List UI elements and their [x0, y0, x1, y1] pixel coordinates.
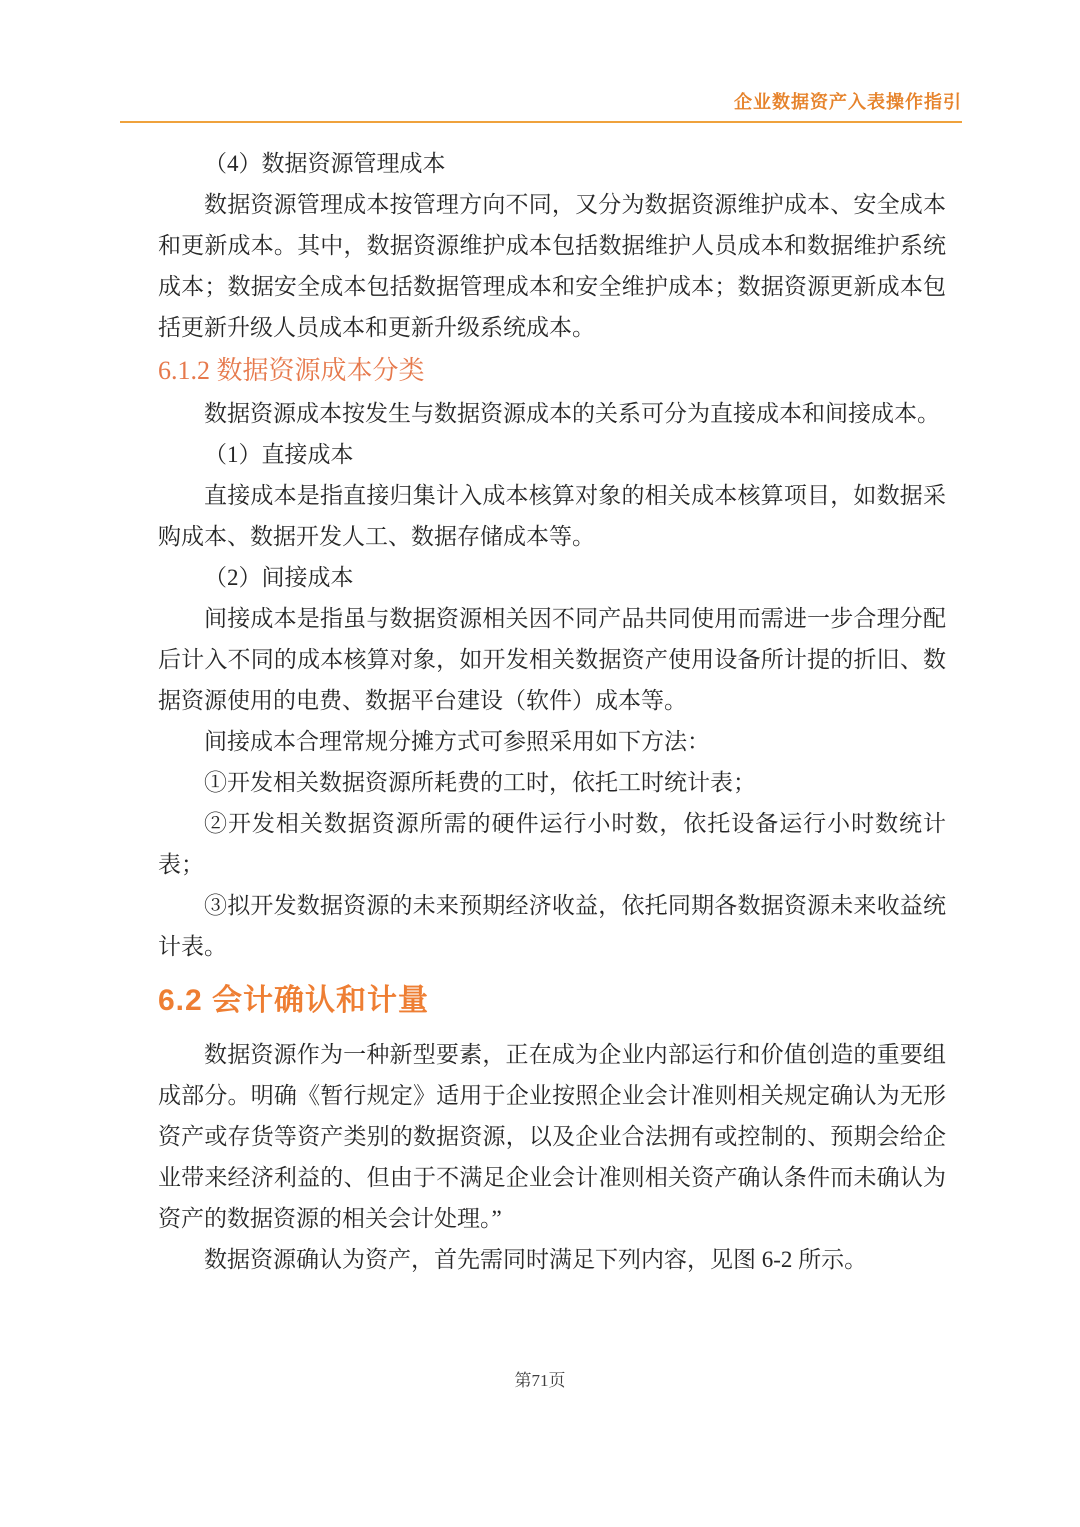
- list-item-3: ③拟开发数据资源的未来预期经济收益，依托同期各数据资源未来收益统计表。: [158, 893, 946, 959]
- header-title: 企业数据资产入表操作指引: [734, 92, 962, 112]
- paragraph-cost-classification: 数据资源成本按发生与数据资源成本的关系可分为直接成本和间接成本。: [204, 401, 940, 426]
- paragraph-accounting-recognition: 数据资源作为一种新型要素，正在成为企业内部运行和价值创造的重要组成部分。明确《暂行规定》适用于企业按照企业会计准则相关规定确认为无形资产或存货等资产类别的数据资源，以及企业合法拥有或控制的、预期会给企业带来经济利益的、但由于不满足企业会计准则相关资产确认条件而未确认为资产的数据资源的相关会计处理。”: [158, 1042, 946, 1231]
- paragraph-asset-confirmation: 数据资源确认为资产，首先需同时满足下列内容，见图 6-2 所示。: [204, 1247, 868, 1272]
- list-item-1: ①开发相关数据资源所耗费的工时，依托工时统计表；: [204, 770, 756, 795]
- paragraph-allocation-intro: 间接成本合理常规分摊方式可参照采用如下方法：: [204, 729, 710, 754]
- page-header: [120, 88, 962, 123]
- paragraph-indirect-cost: 间接成本是指虽与数据资源相关因不同产品共同使用而需进一步合理分配后计入不同的成本核算对象，如开发相关数据资产使用设备所计提的折旧、数据资源使用的电费、数据平台建设（软件）成本等。: [158, 606, 946, 713]
- heading-6-1-2: 6.1.2 数据资源成本分类: [158, 356, 425, 385]
- page-number: 第71页: [514, 1371, 566, 1390]
- document-content: [158, 143, 946, 1280]
- subpoint-2-title: （2）间接成本: [204, 565, 354, 590]
- subpoint-1-title: （1）直接成本: [204, 442, 354, 467]
- list-item-2: ②开发相关数据资源所需的硬件运行小时数，依托设备运行小时数统计表；: [158, 811, 946, 877]
- heading-6-2: 6.2 会计确认和计量: [158, 984, 430, 1017]
- paragraph-management-cost: 数据资源管理成本按管理方向不同，又分为数据资源维护成本、安全成本和更新成本。其中，数据资源维护成本包括数据维护人员成本和数据维护系统成本；数据安全成本包括数据管理成本和安全维护成本；数据资源更新成本包括更新升级人员成本和更新升级系统成本。: [158, 192, 946, 340]
- paragraph-direct-cost: 直接成本是指直接归集计入成本核算对象的相关成本核算项目，如数据采购成本、数据开发人工、数据存储成本等。: [158, 483, 946, 549]
- subpoint-4-title: （4）数据资源管理成本: [204, 151, 446, 176]
